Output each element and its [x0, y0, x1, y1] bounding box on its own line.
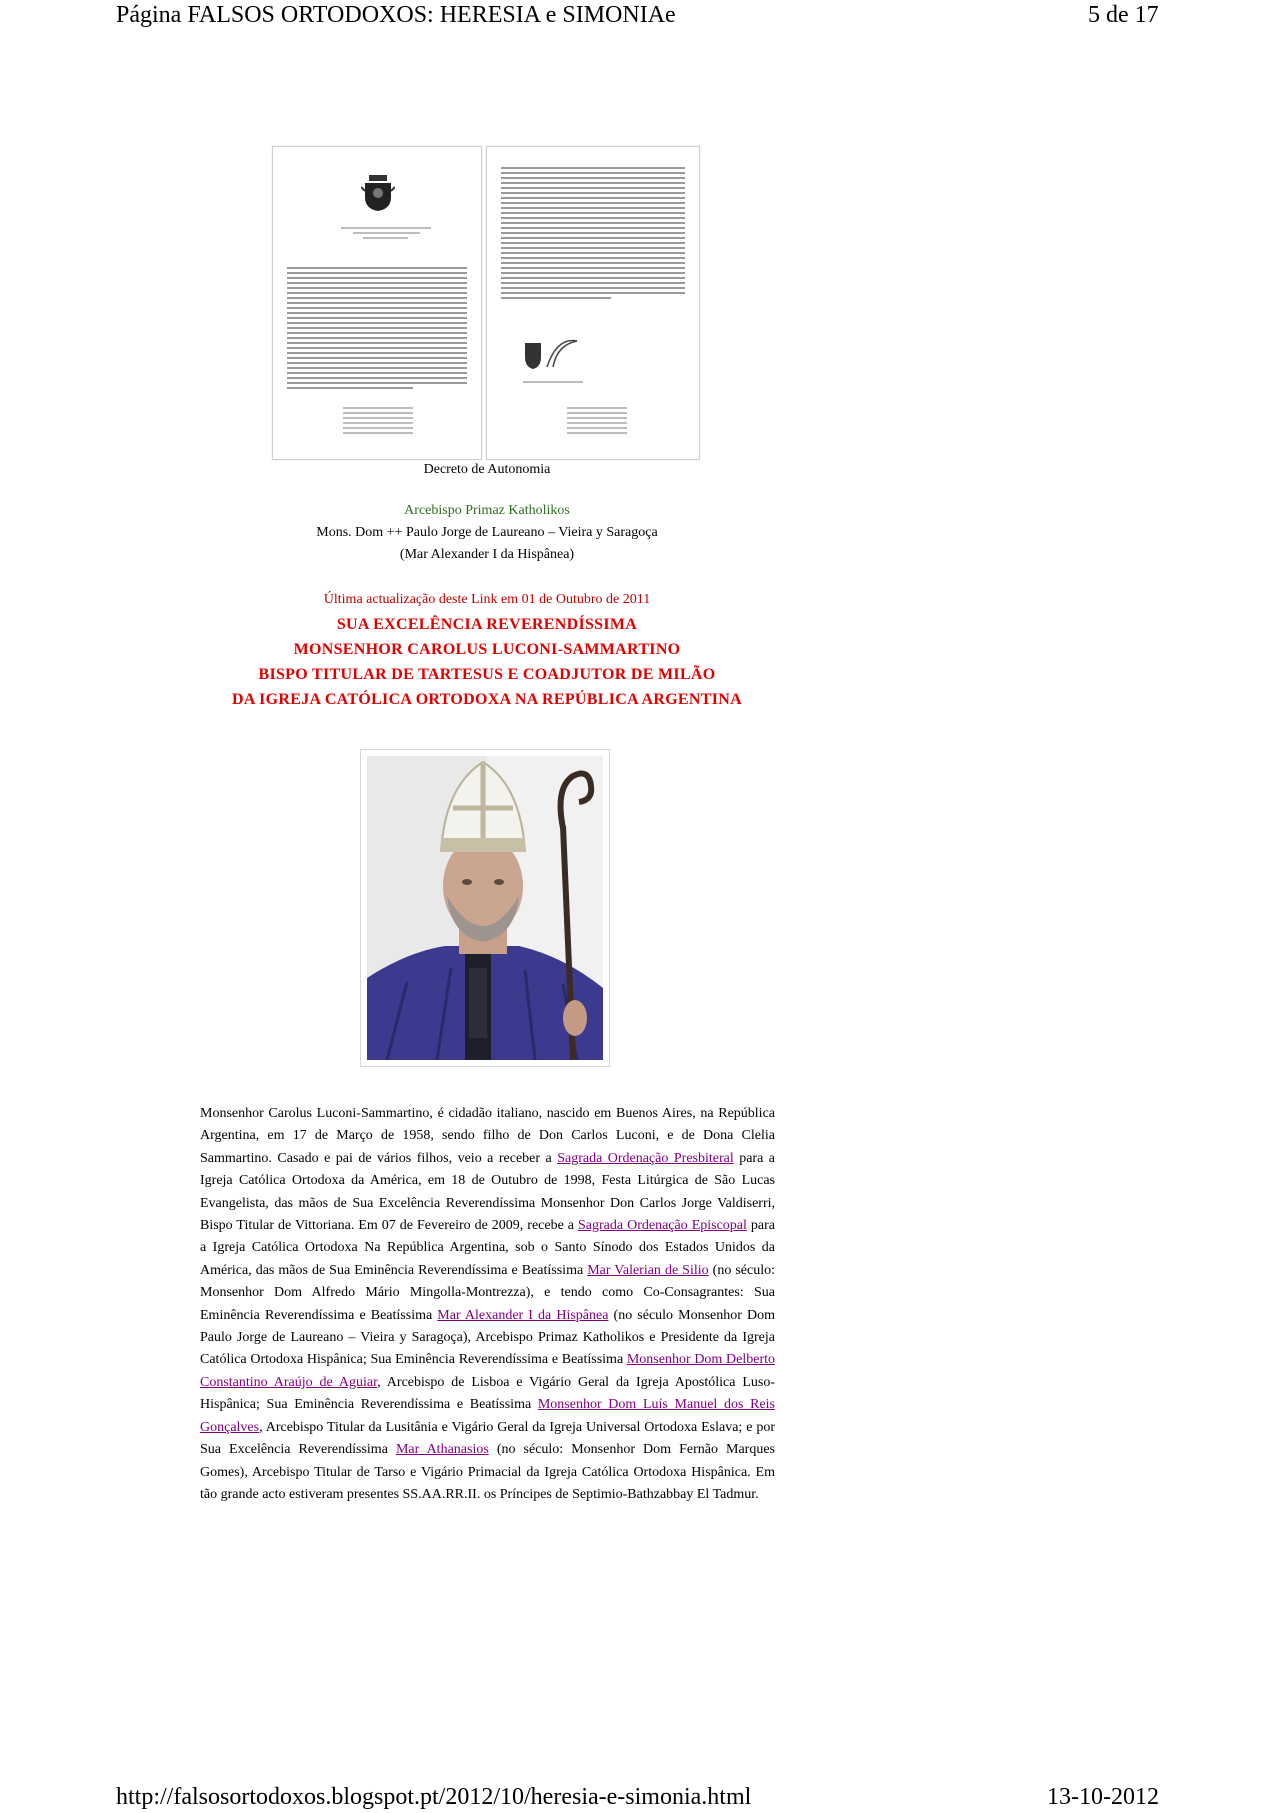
- signature-role: Arcebispo Primaz Katholikos: [404, 503, 570, 518]
- bio-paragraph: [200, 1103, 775, 1506]
- footer-date: 13-10-2012: [1047, 1784, 1159, 1810]
- bio-text: para a Igreja Católica Ortodoxa da América, em 18 de Outubro de 1998, Festa Litúrgica de São Lucas Evangelista, das mãos de Sua Excelência Reverendíssima Monsenhor Don Carlos Jorge Valdiserri, Bispo Titular de Vittoriana. Em 07 de Fevereiro de 2009, recebe a: [200, 1150, 775, 1234]
- heading-line-4: DA IGREJA CATÓLICA ORTODOXA NA REPÚBLICA ARGENTINA: [232, 691, 742, 708]
- link-delberto-araujo-de-aguiar[interactable]: Monsenhor Dom Delberto Constantino Araújo de Aguiar: [200, 1352, 775, 1390]
- decree-page-right: [486, 146, 700, 460]
- bio-text: (no século Monsenhor Dom Paulo Jorge de Laureano – Vieira y Saragoça), Arcebispo Primaz Katholikos e Presidente da Igreja Católica Ortodoxa Hispânica; Sua Eminência Reverendíssima e Beatíssima: [200, 1307, 775, 1368]
- link-sagrada-ordenacao-episcopal[interactable]: Sagrada Ordenação Episcopal: [578, 1218, 747, 1234]
- seal-signature-icon: [523, 337, 583, 375]
- bio-text: , Arcebispo Titular da Lusitânia e Vigário Geral da Igreja Universal Ortodoxa Eslava; e por Sua Excelência Reverendíssima: [200, 1419, 775, 1458]
- signature-name: Mons. Dom ++ Paulo Jorge de Laureano – Vieira y Saragoça: [316, 525, 658, 540]
- link-mar-athanasios[interactable]: Mar Athanasios: [395, 1442, 489, 1458]
- link-luis-manuel-dos-reis-goncalves[interactable]: Monsenhor Dom Luís Manuel dos Reis Gonçalves: [200, 1397, 775, 1435]
- link-mar-alexander-i[interactable]: Mar Alexander I da Hispânea: [437, 1307, 609, 1323]
- heading-line-2: MONSENHOR CAROLUS LUCONI-SAMMARTINO: [293, 641, 681, 658]
- bishop-photo: [360, 749, 610, 1067]
- decree-caption: Decreto de Autonomia: [423, 462, 551, 477]
- bio-text: (no século: Monsenhor Dom Fernão Marques Gomes), Arcebispo Titular de Tarso e Vigário Primacial da Igreja Católica Ortodoxa Hispânica. Em tão grande acto estiveram presentes SS.AA.RR.II. os Príncipes de Septimio-Bathzabbay El Tadmur.: [200, 1442, 776, 1502]
- bio-text: Monsenhor Carolus Luconi-Sammartino, é cidadão italiano, nascido em Buenos Aires, na República Argentina, em 17 de Março de 1958, sendo filho de Don Carlos Luconi, e de Dona Clelia Sammartino. Casado e pai de vários filhos, veio a receber a: [200, 1106, 775, 1166]
- bio-text: para a Igreja Católica Ortodoxa Na República Argentina, sob o Santo Sínodo dos Estados Unidos da América, das mãos de Sua Eminência Reverendíssima e Beatíssima: [200, 1218, 775, 1278]
- decree-page-left: [272, 146, 482, 460]
- link-sagrada-ordenacao-presbiteral[interactable]: Sagrada Ordenação Presbiteral: [557, 1150, 734, 1166]
- footer-url: http://falsosortodoxos.blogspot.pt/2012/10/heresia-e-simonia.html: [116, 1784, 752, 1810]
- page-indicator: 5 de 17: [1088, 2, 1159, 28]
- heading-line-3: BISPO TITULAR DE TARTESUS E COADJUTOR DE MILÃO: [258, 666, 716, 683]
- bio-text: , Arcebispo de Lisboa e Vigário Geral da Igreja Apostólica Luso-Hispânica; Sua Eminência Reverendíssima e Beatíssima: [200, 1374, 775, 1413]
- signature-alias: (Mar Alexander I da Hispânea): [399, 547, 575, 562]
- update-note: Última actualização deste Link em 01 de Outubro de 2011: [323, 592, 651, 607]
- bio-text: (no século: Monsenhor Dom Alfredo Mário Mingolla-Montrezza), e tendo como Co-Consagrantes: Sua Eminência Reverendíssima e Beatíssima: [200, 1262, 775, 1323]
- link-mar-valerian-de-silio[interactable]: Mar Valerian de Silio: [587, 1262, 709, 1278]
- page-header-title: Página FALSOS ORTODOXOS: HERESIA e SIMONIAe: [116, 2, 676, 28]
- crest-icon: [361, 173, 395, 213]
- decree-image: [272, 146, 700, 460]
- heading-line-1: SUA EXCELÊNCIA REVERENDÍSSIMA: [336, 616, 638, 633]
